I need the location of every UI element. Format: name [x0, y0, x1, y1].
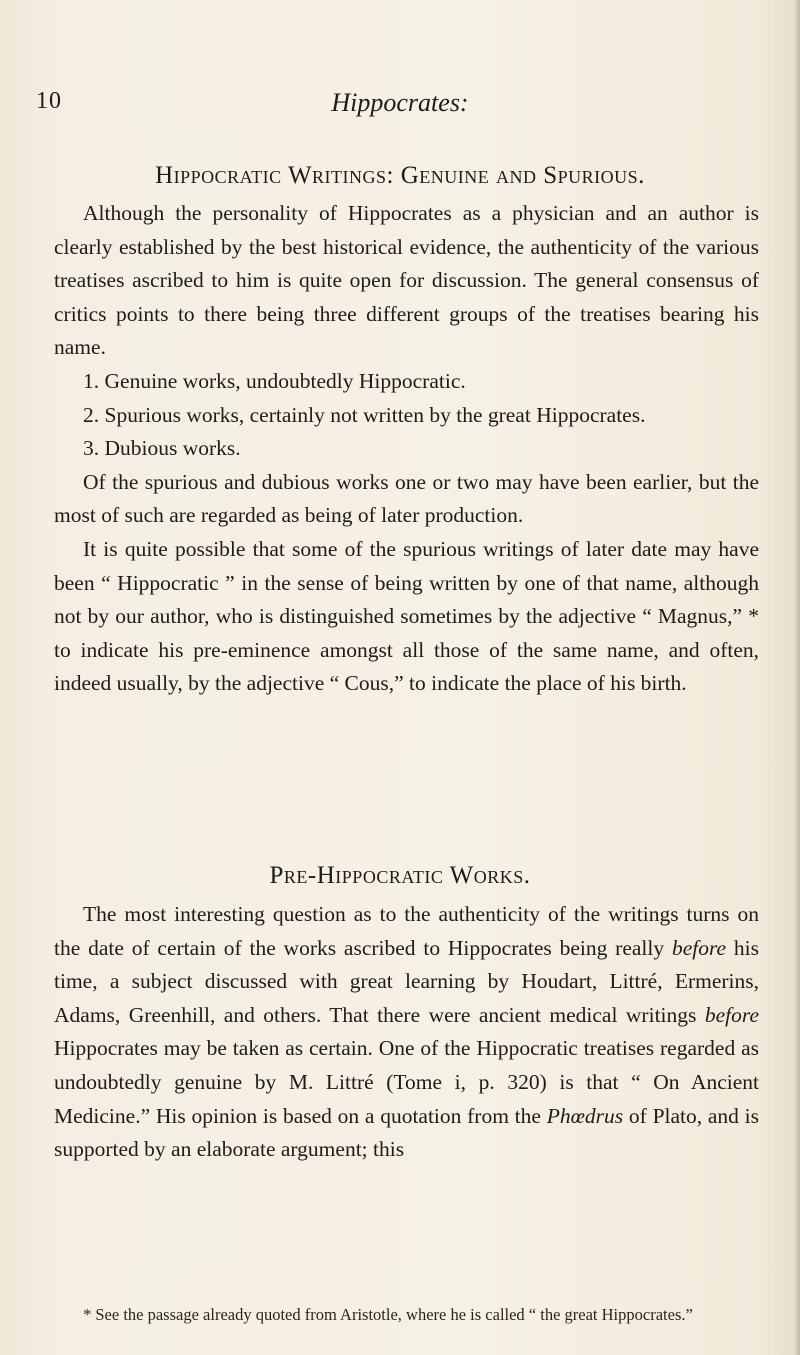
emphasis-before: before: [671, 935, 727, 960]
section-heading-pre-hippocratic: Pre-Hippocratic Works.: [269, 862, 531, 889]
emphasis-phaedrus: Phœdrus: [546, 1103, 624, 1128]
running-head: [0, 88, 800, 122]
list-item-spurious: 2. Spurious works, certainly not written by the great Hippocrates.: [83, 402, 646, 427]
section-heading-writings: Hippocratic Writings: Genuine and Spurious.: [155, 162, 645, 189]
section-writings-body: [54, 197, 759, 701]
section-pre-hippocratic-body: [54, 898, 759, 1167]
paragraph-intro: Although the personality of Hippocrates as a physician and an author is clearly established by the best historical evidence, the authenticity of the various treatises ascribed to him is quite open for discussion. The general consensus of critics points to there being three different groups of the treatises bearing his name.: [54, 201, 759, 360]
text-run: The most interesting question as to the authenticity of the writings turns on the date of certain of the works ascribed to Hippocrates being really: [54, 902, 759, 960]
text-run: of Plato, and is supported by an elaborate argument; this: [54, 1103, 760, 1162]
page-edge-shadow: [794, 0, 800, 1355]
text-run: Hippocrates may be taken as certain. One of the Hippocratic treatises regarded as undoubtedly genuine by M. Littré (Tome i, p. 320) is that “ On Ancient Medicine.” His opinion is based on a quotation from the: [54, 1036, 759, 1128]
text-run: his time, a subject discussed with great learning by Houdart, Littré, Ermerins, Adams, Greenhill, and others. That there were ancient medical writings: [54, 935, 760, 1027]
paragraph-spurious-dubious: Of the spurious and dubious works one or two may have been earlier, but the most of such are regarded as being of later production.: [54, 469, 759, 528]
footnote: [54, 1302, 759, 1328]
emphasis-before: before: [704, 1002, 759, 1027]
list-item-dubious: 3. Dubious works.: [83, 436, 241, 461]
paragraph-later-date: It is quite possible that some of the spurious writings of later date may have been “ Hippocratic ” in the sense of being written by one of that name, although not by our author, who is distinguished sometimes by the adjective “ Magnus,” * to indicate his pre-eminence amongst all those of the same name, and often, indeed usually, by the adjective “ Cous,” to indicate the place of his birth.: [54, 536, 759, 696]
paragraph-pre-hippocratic: [54, 898, 759, 1167]
running-title: Hippocrates:: [331, 88, 469, 117]
footnote-text: * See the passage already quoted from Aristotle, where he is called “ the great Hippocrates.”: [83, 1305, 693, 1324]
page-number: 10: [36, 88, 62, 114]
list-item-genuine: 1. Genuine works, undoubtedly Hippocratic.: [83, 368, 466, 393]
